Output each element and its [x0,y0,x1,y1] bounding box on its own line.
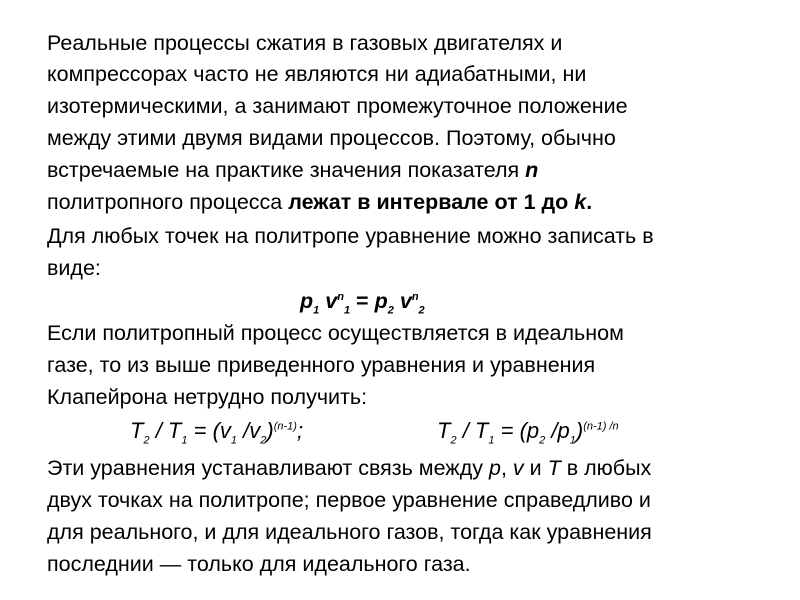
equals-sign: = [350,289,375,313]
var-p1: p [557,418,570,443]
bold-phrase: лежат в интервале от 1 до [288,190,575,214]
subscript: 1 [230,434,238,447]
var-v1: v [219,418,231,443]
symbol-v: v [512,456,524,480]
operator: ) [575,418,584,443]
text-line: для реального, и для идеального газов, тогда как уравнения [47,520,652,544]
superscript: n [411,290,419,303]
equation-polytrope [300,286,425,316]
equation-temperature-volume [130,416,303,446]
operator: ) [266,418,274,443]
text-segment: , [500,456,513,480]
text-line [47,155,538,185]
var-v2: v [249,418,261,443]
subscript: 1 [313,304,320,317]
superscript: n [337,290,344,303]
text-line [47,187,592,217]
text-line: Клапейрона нетрудно получить: [47,385,368,409]
text-line: между этими двумя видами процессов. Поэтому, обычно [47,126,616,150]
var-v2: v [399,289,412,313]
symbol-T: T [547,456,561,480]
operator: / [149,418,168,443]
subscript: 1 [569,434,576,447]
text-segment: в любых [560,456,652,480]
subscript: 1 [181,434,188,447]
text-line: компрессорах часто не являются ни адиабатными, ни [47,62,587,86]
subscript: 2 [539,434,546,447]
operator: / [456,418,475,443]
text-line [47,453,651,483]
text-segment: политропного процесса [47,190,289,214]
operator: / [545,418,558,443]
text-line: двух точках на политропе; первое уравнение справедливо и [47,488,651,512]
text-line: Для любых точек на политропе уравнение можно записать в [47,224,654,248]
symbol-k: k [574,190,587,214]
text-line: виде: [47,256,101,280]
var-v1: v [325,289,338,313]
subscript: 2 [418,304,425,317]
text-segment: Эти уравнения устанавливают связь между [47,456,489,480]
operator: / [237,418,250,443]
symbol-n: n [525,158,539,182]
text-line: Реальные процессы сжатия в газовых двигателях и [47,31,563,55]
subscript: 1 [343,304,351,317]
exponent: (n-1) [273,420,297,433]
text-segment: встречаемые на практике значения показателя [47,158,526,182]
subscript: 2 [260,434,267,447]
subscript: 2 [387,304,394,317]
operator: ; [296,418,304,443]
text-line: изотермическими, а занимают промежуточное положение [47,94,628,118]
var-T1: T [474,418,489,443]
text-line: последнии — только для идеального газа. [47,552,471,576]
var-T1: T [167,418,182,443]
var-p2: p [374,289,388,313]
exponent: (n-1) /n [583,420,619,433]
subscript: 2 [143,434,150,447]
var-T2: T [130,418,144,443]
equation-temperature-pressure [437,416,619,446]
text-segment: . [586,190,593,214]
var-p2: p [526,418,540,443]
text-line: газе, то из выше приведенного уравнения и уравнения [47,353,596,377]
operator: = ( [187,418,220,443]
var-T2: T [437,418,451,443]
operator: = ( [494,418,527,443]
var-p1: p [300,289,314,313]
subscript: 1 [488,434,495,447]
text-segment: и [523,456,548,480]
subscript: 2 [450,434,457,447]
symbol-p: p [488,456,501,480]
text-line: Если политропный процесс осуществляется в идеальном [47,321,624,345]
